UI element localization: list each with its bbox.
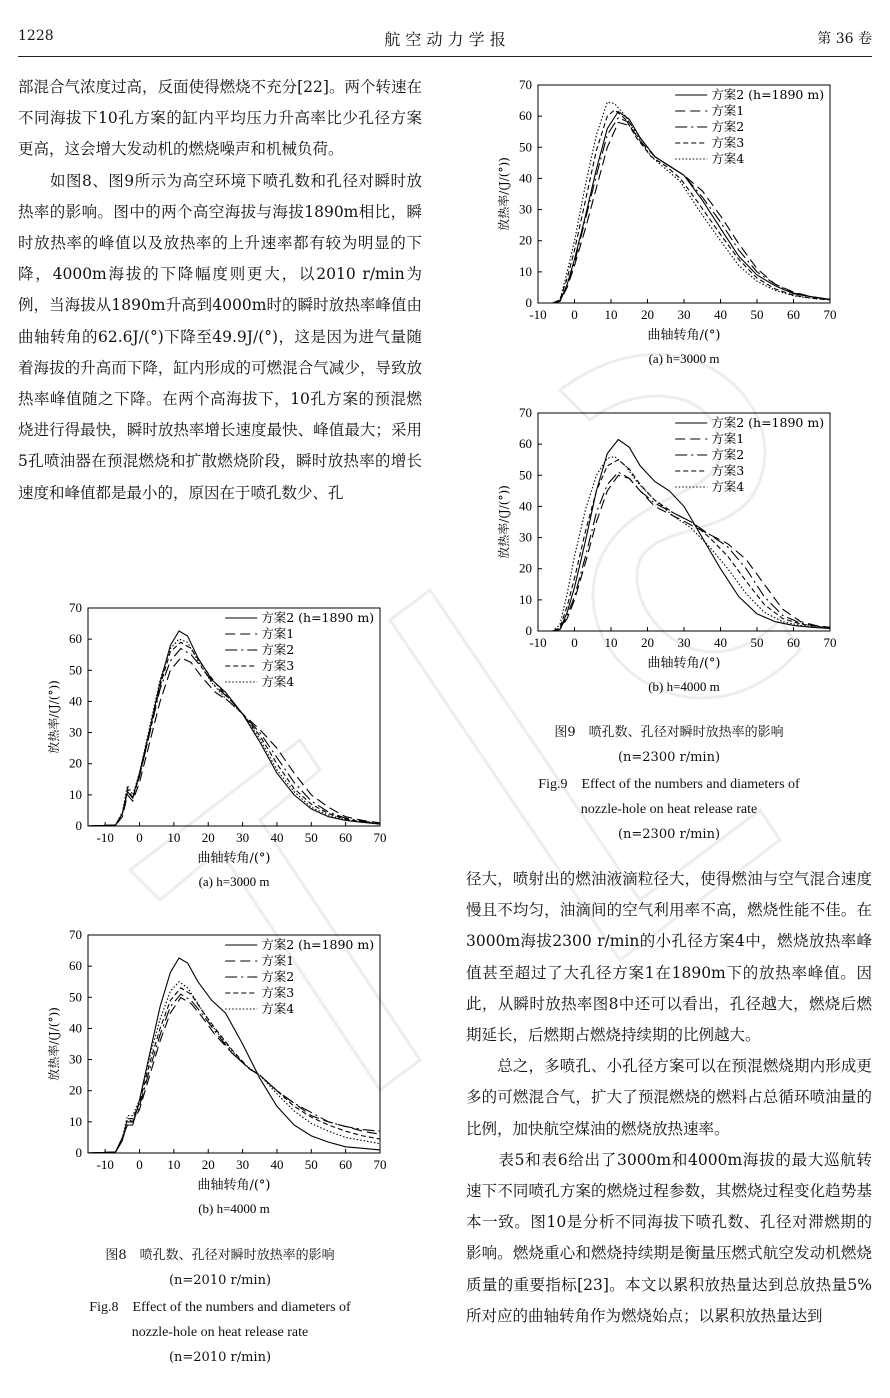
series-line-1 (88, 998, 380, 1153)
x-tick-label: 70 (823, 635, 837, 650)
caption-cn: 图9 喷孔数、孔径对瞬时放热率的影响 (554, 725, 784, 740)
x-tick-label: 40 (714, 635, 727, 650)
series-line-1 (538, 122, 830, 303)
x-tick-label: 60 (339, 830, 353, 845)
caption-en-condition: (n=2300 r/min) (617, 827, 721, 842)
x-tick-label: 30 (236, 1157, 250, 1172)
y-tick-label: 20 (69, 1082, 82, 1098)
x-tick-label: 0 (571, 635, 578, 650)
x-tick-label: 10 (167, 830, 181, 845)
legend-label: 方案4 (261, 1001, 295, 1016)
series-line-1 (88, 658, 380, 826)
y-tick-label: 0 (525, 623, 532, 638)
legend-label: 方案4 (261, 674, 295, 689)
series-line-4 (88, 982, 380, 1153)
paragraph: 如图8、图9所示为高空环境下喷孔数和孔径对瞬时放热率的影响。图中的两个高空海拔与海拔1890m相比，瞬时放热率的峰值以及放热率的上升速率都有较为明显的下降，4000m海拔的下降幅度则更大，以2010 r/min为例，当海拔从1890m升高到4000m时的瞬时放热率峰值由曲轴转角的62.6J/(°)下降至49.9J/(°)，这是因为进气量随着海拔的升高而下降，缸内形成的可燃混合气减少，导致放热率峰值随之下降。在两个高海拔下，10孔方案的预混燃烧进行得最快，瞬时放热率增长速度最快、峰值最大；采用5孔喷油器在预混燃烧和扩散燃烧阶段，瞬时放热率的增长速度和峰值都是最小的，原因在于喷孔数少、孔 (18, 171, 422, 502)
legend-label: 方案1 (711, 431, 745, 446)
caption-en: Fig.8 Effect of the numbers and diameters of (89, 1300, 351, 1315)
fig9-caption (466, 720, 872, 847)
y-tick-label: 0 (75, 1145, 82, 1160)
y-tick-label: 20 (519, 560, 532, 576)
legend-label: 方案3 (261, 658, 295, 673)
paragraph: 总之，多喷孔、小孔径方案可以在预混燃烧期内形成更多的可燃混合气，扩大了预混燃烧的燃料占总循环喷油量的比例，加快航空煤油的燃烧放热速率。 (466, 1057, 872, 1138)
page-number: 1228 (18, 28, 54, 44)
chart-fig9a (490, 75, 850, 387)
series-line-2 (88, 994, 380, 1153)
y-tick-label: 20 (519, 232, 532, 248)
x-tick-label: 10 (604, 635, 618, 650)
y-tick-label: 40 (69, 693, 82, 709)
y-tick-label: 70 (519, 77, 532, 92)
x-tick-label: 10 (604, 307, 618, 322)
x-tick-label: 30 (236, 830, 250, 845)
y-tick-label: 60 (69, 958, 82, 974)
y-tick-label: 50 (519, 467, 532, 483)
legend-label: 方案1 (261, 953, 295, 968)
y-tick-label: 40 (519, 498, 532, 514)
y-tick-label: 50 (69, 662, 82, 678)
plot-frame (88, 935, 380, 1153)
y-tick-label: 10 (69, 1113, 82, 1129)
caption-en-condition: (n=2010 r/min) (168, 1350, 272, 1365)
y-tick-label: 50 (519, 139, 532, 155)
y-tick-label: 70 (69, 927, 82, 942)
x-tick-label: 50 (304, 830, 318, 845)
legend-label: 方案2 (261, 642, 295, 657)
caption-cn-condition: (n=2300 r/min) (617, 750, 721, 765)
fig8-caption (18, 1243, 422, 1370)
legend-label: 方案2 (261, 969, 295, 984)
series-line-4 (88, 639, 380, 826)
x-tick-label: 70 (373, 1157, 387, 1172)
x-tick-label: 20 (201, 1157, 215, 1172)
y-tick-label: 60 (519, 436, 532, 452)
x-tick-label: 50 (750, 635, 764, 650)
legend-label: 方案2 (711, 119, 745, 134)
plot-frame (538, 413, 830, 631)
y-tick-label: 70 (69, 600, 82, 615)
legend-label: 方案1 (711, 103, 745, 118)
y-tick-label: 70 (519, 405, 532, 420)
x-axis-label: 曲轴转角/(°) (647, 328, 721, 343)
series-line-3 (538, 110, 830, 303)
x-tick-label: 0 (136, 830, 143, 845)
x-tick-label: 70 (823, 307, 837, 322)
y-axis-label: 放热率/(J/(°)) (47, 680, 61, 754)
y-tick-label: 40 (69, 1020, 82, 1036)
y-tick-label: 0 (525, 295, 532, 310)
y-tick-label: 10 (69, 786, 82, 802)
caption-cn: 图8 喷孔数、孔径对瞬时放热率的影响 (105, 1248, 335, 1263)
chart-fig9b (490, 403, 850, 715)
y-tick-label: 50 (69, 989, 82, 1005)
x-axis-label: 曲轴转角/(°) (647, 656, 721, 671)
x-tick-label: 40 (714, 307, 727, 322)
legend-label: 方案3 (261, 985, 295, 1000)
chart-fig8b (40, 925, 400, 1237)
paragraph: 部混合气浓度过高，反面使得燃烧不充分[22]。两个转速在不同海拔下10孔方案的缸内平均压力升高率比少孔径方案更高，这会增大发动机的燃烧噪声和机械负荷。 (18, 78, 422, 159)
x-tick-label: -10 (529, 307, 547, 322)
series-line-3 (88, 642, 380, 826)
series-line-0 (538, 440, 830, 632)
x-tick-label: 60 (339, 1157, 353, 1172)
chart-fig8a (40, 598, 400, 910)
legend-label: 方案3 (711, 135, 745, 150)
x-tick-label: -10 (96, 830, 114, 845)
y-tick-label: 30 (69, 1051, 82, 1067)
y-tick-label: 30 (519, 529, 532, 545)
plot-frame (538, 85, 830, 303)
y-tick-label: 20 (69, 755, 82, 771)
y-tick-label: 10 (519, 263, 532, 279)
y-tick-label: 60 (69, 631, 82, 647)
right-column (466, 864, 872, 1332)
y-axis-label: 放热率/(J/(°)) (497, 157, 511, 231)
series-line-2 (538, 472, 830, 631)
subplot-caption: (b) h=4000 m (648, 679, 720, 694)
x-tick-label: 40 (270, 1157, 284, 1172)
legend-label: 方案3 (711, 463, 745, 478)
legend-label: 方案2 (h=1890 m) (261, 610, 375, 625)
x-axis-label: 曲轴转角/(°) (197, 851, 271, 866)
series-line-2 (538, 118, 830, 303)
y-tick-label: 0 (75, 818, 82, 833)
subplot-caption: (b) h=4000 m (198, 1201, 270, 1216)
legend-label: 方案2 (h=1890 m) (261, 937, 375, 952)
series-line-1 (538, 475, 830, 631)
subplot-caption: (a) h=3000 m (648, 351, 720, 366)
paragraph: 表5和表6给出了3000m和4000m海拔的最大巡航转速下不同喷孔方案的燃烧过程参数，其燃烧过程变化趋势基本一致。图10是分析不同海拔下喷孔数、孔径对滞燃期的影响。燃烧重心和燃烧持续期是衡量压燃式航空发动机燃烧质量的重要指标[23]。本文以累积放热量达到总放热量5%所对应的曲轴转角作为燃烧始点；以累积放热量达到 (466, 1150, 872, 1325)
x-tick-label: 60 (787, 635, 800, 650)
y-axis-label: 放热率/(J/(°)) (497, 485, 511, 559)
x-tick-label: 70 (373, 830, 387, 845)
x-tick-label: 40 (270, 830, 284, 845)
caption-en: Fig.9 Effect of the numbers and diameters of (538, 777, 800, 792)
x-tick-label: -10 (529, 635, 547, 650)
caption-en-2: nozzle-hole on heat release rate (131, 1325, 309, 1340)
x-tick-label: 20 (641, 307, 654, 322)
paragraph: 径大，喷射出的燃油液滴粒径大，使得燃油与空气混合速度慢且不均匀，油滴间的空气利用率不高，燃烧性能不佳。在3000m海拔2300 r/min的小孔径方案4中，燃烧放热率峰值甚至超过了大孔径方案1在1890m下的放热率峰值。因此，从瞬时放热率图8中还可以看出，孔径越大，燃烧后燃期延长，后燃期占燃烧持续期的比例越大。 (466, 870, 872, 1045)
x-tick-label: -10 (96, 1157, 114, 1172)
x-tick-label: 20 (201, 830, 215, 845)
x-tick-label: 50 (304, 1157, 318, 1172)
legend-label: 方案1 (261, 626, 295, 641)
series-line-4 (538, 457, 830, 631)
header-rule (18, 56, 872, 57)
caption-cn-condition: (n=2010 r/min) (168, 1273, 272, 1288)
y-tick-label: 30 (519, 201, 532, 217)
x-tick-label: 0 (571, 307, 578, 322)
x-tick-label: 10 (167, 1157, 181, 1172)
left-column (18, 72, 422, 509)
y-tick-label: 60 (519, 108, 532, 124)
x-tick-label: 30 (677, 307, 691, 322)
y-tick-label: 30 (69, 724, 82, 740)
series-line-4 (538, 102, 830, 303)
y-axis-label: 放热率/(J/(°)) (47, 1007, 61, 1081)
y-tick-label: 10 (519, 591, 532, 607)
x-tick-label: 60 (787, 307, 800, 322)
subplot-caption: (a) h=3000 m (198, 874, 270, 889)
caption-en-2: nozzle-hole on heat release rate (580, 802, 758, 817)
x-tick-label: 30 (677, 635, 691, 650)
journal-title: 航 空 动 力 学 报 (384, 30, 506, 49)
series-line-0 (538, 112, 830, 304)
x-tick-label: 0 (136, 1157, 143, 1172)
legend-label: 方案2 (h=1890 m) (711, 87, 825, 102)
legend-label: 方案2 (711, 447, 745, 462)
x-tick-label: 20 (641, 635, 654, 650)
legend-label: 方案4 (711, 479, 745, 494)
series-line-3 (538, 460, 830, 631)
x-tick-label: 50 (750, 307, 764, 322)
legend-label: 方案4 (711, 151, 745, 166)
legend-label: 方案2 (h=1890 m) (711, 415, 825, 430)
y-tick-label: 40 (519, 170, 532, 186)
volume-label: 第 36 卷 (817, 31, 872, 47)
x-axis-label: 曲轴转角/(°) (197, 1178, 271, 1193)
series-line-3 (88, 988, 380, 1153)
